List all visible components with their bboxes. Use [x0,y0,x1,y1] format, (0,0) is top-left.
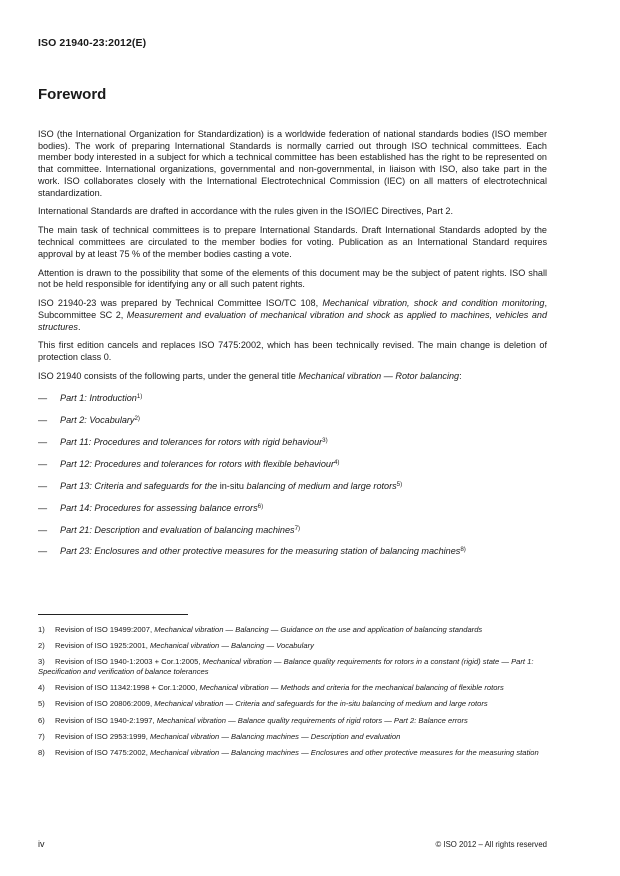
parts-list [38,393,547,558]
part-title-run: Part 1: Introduction [60,393,137,404]
copyright-notice: © ISO 2012 – All rights reserved [435,840,547,849]
footnote-number: 7) [38,731,45,741]
footnote-ref: 2) [134,415,140,423]
footnote-title: Mechanical vibration — Balancing — Vocabulary [149,641,314,651]
list-dash: — [38,480,48,491]
footnote-number: 4) [38,683,45,693]
list-dash: — [38,415,48,426]
footnote-text: Revision of ISO 1940-1:2003 + Cor.1:2005, [55,657,203,667]
part-title [60,546,466,558]
footnote-text: Revision of ISO 1940-2:1997, [55,715,157,725]
footnote-text: Revision of ISO 2953:1999, [55,731,150,741]
paragraph-edition: This first edition cancels and replaces ISO 7475:2002, which has been technically revised. The main change is deletion of protection class 0. [38,340,547,363]
footnote-number: 3) [38,657,45,667]
parts-list-item [38,525,547,537]
footnote [38,683,547,693]
footnote-text: Revision of ISO 19499:2007, [55,625,155,634]
footnote-title: Mechanical vibration — Methods and criteria for the mechanical balancing of flexible rotors [199,683,504,693]
parts-list-item [38,415,547,427]
footnote-title: Mechanical vibration — Balancing machines — Enclosures and other protective measures for the measuring station [149,747,539,757]
text-run: : [459,371,462,382]
footnote-number: 8) [38,747,45,757]
part-title-run: Part 2: Vocabulary [60,415,135,426]
footnote [38,716,547,726]
paragraph-parts-intro [38,371,547,383]
footnote-title: Mechanical vibration — Balance quality requirements for rotors in a constant (rigid) state — Part 1: Specification and verification of balance tolerances [38,657,534,676]
footnote [38,699,547,709]
part-title [60,393,142,405]
footnote-title: Mechanical vibration — Balancing — Guidance on the use and application of balancing standards [154,625,483,634]
footnote [38,641,547,651]
page-number: iv [38,839,45,849]
footnote-ref: 7) [294,524,301,532]
footnote-number: 1) [38,625,45,634]
footnote-ref: 4) [333,458,340,466]
parts-list-item [38,546,547,558]
footnote-number: 6) [38,715,45,725]
part-title [60,503,263,515]
part-title [60,525,300,537]
part-title [60,415,140,427]
text-run: , Subcommittee SC 2, [38,298,547,320]
parts-list-item [38,437,547,449]
list-dash: — [38,393,48,404]
part-title-run: balancing of medium and large rotors [244,480,397,491]
footnote-title: Mechanical vibration — Balancing machines — Description and evaluation [149,731,401,741]
page-title: Foreword [38,86,107,103]
italic-run: Mechanical vibration, shock and condition monitoring [322,298,545,309]
footnote [38,625,547,635]
italic-run: Mechanical vibration — Rotor balancing [298,371,460,382]
part-title-run: Part 21: Description and evaluation of balancing machines [60,524,295,535]
part-title-run: Part 13: Criteria and safeguards for the [60,480,220,491]
parts-list-item [38,459,547,471]
footnote [38,732,547,742]
paragraph-directives: International Standards are drafted in accordance with the rules given in the ISO/IEC Directives, Part 2. [38,206,453,217]
list-dash: — [38,524,48,535]
parts-list-item [38,503,547,515]
paragraph-committee-task: The main task of technical committees is to prepare International Standards. Draft International Standards adopted by the technical committees are circulated to the member bodies for voting. Publication as an International Standard requires approval by at least 75 % of the member bodies casting a vote. [38,225,547,259]
text-run: ISO 21940 consists of the following parts, under the general title [38,371,299,382]
part-title-run: Part 14: Procedures for assessing balance errors [60,502,258,513]
part-title-run: Part 12: Procedures and tolerances for rotors with flexible behaviour [60,458,334,469]
paragraph-iso-overview: ISO (the International Organization for Standardization) is a worldwide federation of national standards bodies (ISO member bodies). The work of preparing International Standards is normally carried out through ISO technical committees. Each member body interested in a subject for which a technical committee has been established has the right to be represented on that committee. International organizations, governmental and non-governmental, in liaison with ISO, also take part in the work. ISO collaborates closely with the International Electrotechnical Commission (IEC) on all matters of electrotechnical standardization. [38,129,547,198]
part-title [60,481,402,493]
footnote-divider [38,614,188,615]
part-title [60,437,328,449]
footnote-text: Revision of ISO 1925:2001, [55,641,150,651]
list-dash: — [38,458,48,469]
part-title [60,459,339,471]
part-title-run: Part 11: Procedures and tolerances for rotors with rigid behaviour [60,436,323,447]
footnote-text: Revision of ISO 7475:2002, [55,747,150,757]
text-run: ISO 21940-23 was prepared by Technical Committee ISO/TC 108, [38,298,323,309]
footnote-text: Revision of ISO 11342:1998 + Cor.1:2000, [55,683,200,693]
footnotes [38,625,547,764]
paragraph-prepared-by [38,298,547,333]
part-title-run: Part 23: Enclosures and other protective measures for the measuring station of balancing machines [60,546,461,557]
document-id-header: ISO 21940-23:2012(E) [38,37,147,49]
footnote-title: Mechanical vibration — Balance quality requirements of rigid rotors — Part 2: Balance errors [156,715,468,725]
footnote-ref: 8) [460,546,466,554]
list-dash: — [38,546,48,557]
list-dash: — [38,502,48,513]
footnote-ref: 3) [322,436,328,444]
italic-run: Measurement and evaluation of mechanical vibration and shock as applied to machines, vehicles and structures [38,309,547,332]
footnote-title: Mechanical vibration — Criteria and safeguards for the in-situ balancing of medium and large rotors [154,699,488,709]
list-dash: — [38,436,48,447]
foreword-body [38,129,547,568]
footnote [38,748,547,758]
paragraph-patent-notice: Attention is drawn to the possibility that some of the elements of this document may be the subject of patent rights. ISO shall not be held responsible for identifying any or all such patent rights. [38,267,547,290]
footnote-number: 2) [38,641,45,651]
footnote [38,657,547,676]
footnote-text: Revision of ISO 20806:2009, [55,699,155,709]
text-run: . [77,321,81,332]
footnote-ref: 5) [396,480,403,488]
footnote-ref: 6) [257,502,264,510]
footnote-number: 5) [38,699,45,709]
part-title-upright-run: in-situ [219,480,244,491]
footnote-ref: 1) [136,393,143,401]
parts-list-item [38,481,547,493]
parts-list-item [38,393,547,405]
